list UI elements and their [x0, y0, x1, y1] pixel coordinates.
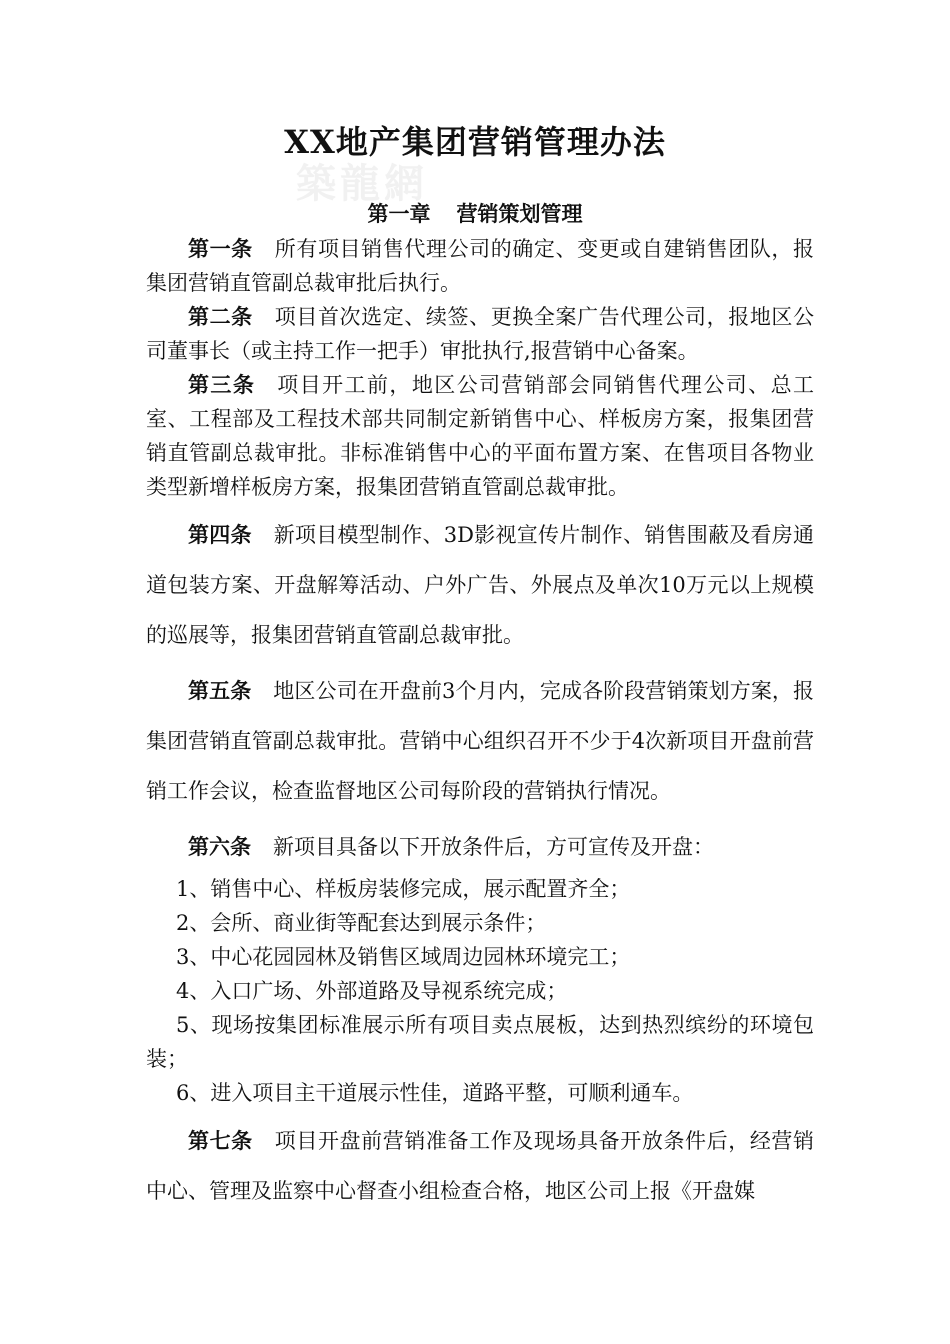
article-text: 项目首次选定、续签、更换全案广告代理公司，报地区公司董事长（或主持工作一把手）审批执行,报营销中心备案。	[146, 305, 815, 363]
condition-item-6: 6、进入项目主干道展示性佳，道路平整，可顺利通车。	[176, 1081, 694, 1105]
document-title: XX地产集团营销管理办法	[284, 123, 666, 161]
article-label: 第六条	[188, 834, 251, 859]
condition-item-3: 3、中心花园园林及销售区域周边园林环境完工；	[176, 945, 631, 969]
article-3	[146, 368, 814, 504]
article-text: 地区公司在开盘前3个月内，完成各阶段营销策划方案，报集团营销直管副总裁审批。营销中心组织召开不少于4次新项目开盘前营销工作会议，检查监督地区公司每阶段的营销执行情况。	[146, 679, 815, 803]
article-4	[146, 510, 814, 660]
article-label: 第五条	[188, 678, 252, 703]
article-text: 新项目模型制作、3D影视宣传片制作、销售围蔽及看房通道包装方案、开盘解筹活动、户外广告、外展点及单次10万元以上规模的巡展等，报集团营销直管副总裁审批。	[146, 523, 815, 647]
condition-item-1: 1、销售中心、样板房装修完成，展示配置齐全；	[176, 877, 631, 901]
article-label: 第二条	[188, 304, 253, 329]
article-label: 第四条	[188, 522, 252, 547]
chapter-name: 营销策划管理	[456, 201, 583, 226]
chapter-heading	[0, 198, 950, 230]
condition-item-5: 5、现场按集团标准展示所有项目卖点展板，达到热烈缤纷的环境包装；	[146, 1013, 814, 1071]
chapter-number: 第一章	[367, 201, 431, 226]
article-text: 新项目具备以下开放条件后，方可宣传及开盘：	[273, 835, 714, 859]
condition-item-2: 2、会所、商业街等配套达到展示条件；	[176, 911, 547, 935]
condition-item-4: 4、入口广场、外部道路及导视系统完成；	[176, 979, 568, 1003]
article-label: 第三条	[188, 372, 256, 397]
article-5	[146, 666, 814, 816]
article-2	[146, 300, 814, 368]
document-body	[146, 232, 814, 1216]
article-text: 项目开工前，地区公司营销部会同销售代理公司、总工室、工程部及工程技术部共同制定新销售中心、样板房方案，报集团营销直管副总裁审批。非标准销售中心的平面布置方案、在售项目各物业类型新增样板房方案，报集团营销直管副总裁审批。	[146, 373, 815, 499]
article-1	[146, 232, 814, 300]
article-label: 第一条	[188, 236, 253, 261]
watermark-logo: 築龍網	[296, 160, 428, 207]
article-text: 项目开盘前营销准备工作及现场具备开放条件后，经营销中心、管理及监察中心督查小组检查合格，地区公司上报《开盘媒	[146, 1129, 815, 1203]
article-7	[146, 1116, 814, 1216]
article-6	[146, 822, 814, 872]
article-label: 第七条	[188, 1128, 253, 1153]
article-text: 所有项目销售代理公司的确定、变更或自建销售团队，报集团营销直管副总裁审批后执行。	[146, 237, 815, 295]
